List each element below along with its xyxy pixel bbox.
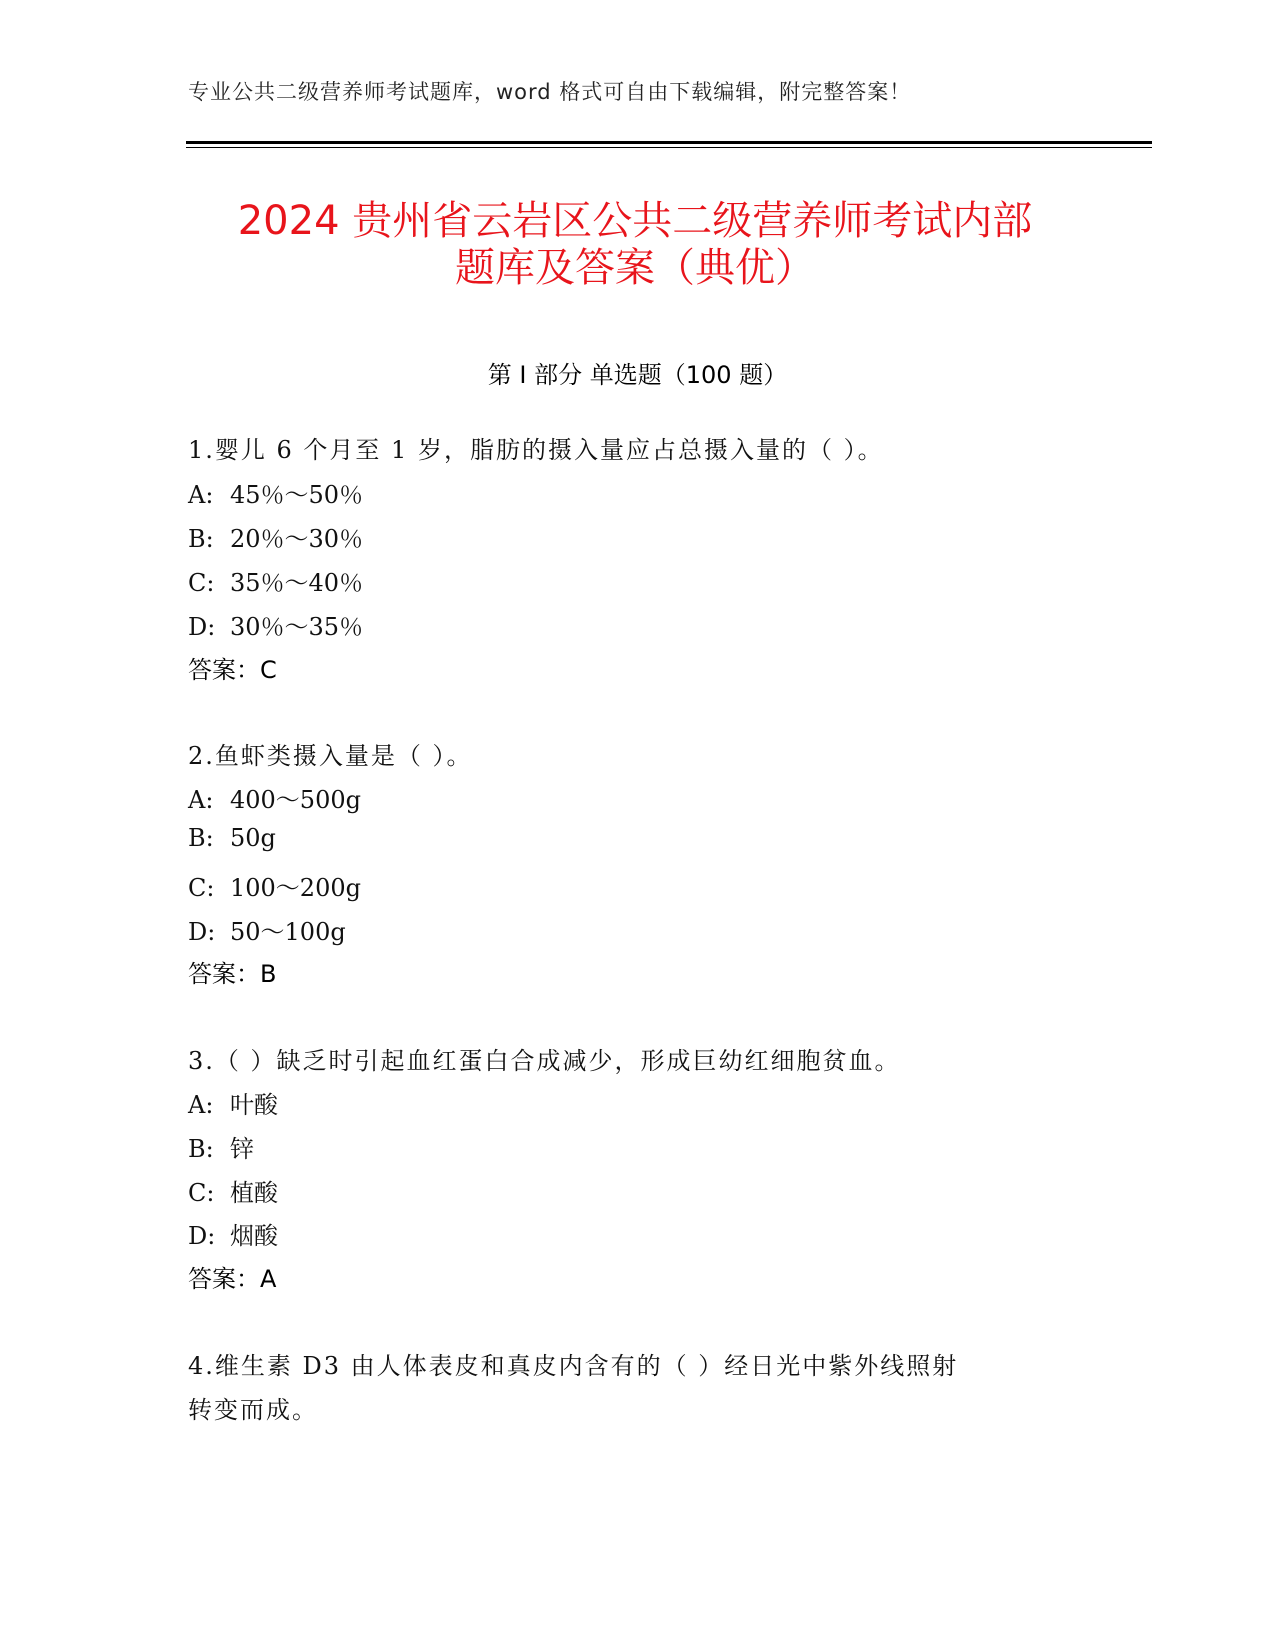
option-label: B: bbox=[188, 525, 214, 553]
question-1-option-c bbox=[188, 563, 363, 598]
option-text: 烟酸 bbox=[230, 1222, 278, 1250]
question-4-stem-line-1: 4.维生素 D3 由人体表皮和真皮内含有的（ ）经日光中紫外线照射 bbox=[188, 1352, 959, 1380]
option-label: C: bbox=[188, 874, 215, 902]
section-heading: 第 I 部分 单选题（100 题） bbox=[487, 361, 788, 389]
question-3-option-d bbox=[188, 1216, 278, 1251]
question-3-option-c bbox=[188, 1173, 278, 1208]
question-1-option-d bbox=[188, 607, 363, 642]
question-2-option-b bbox=[188, 824, 276, 852]
question-3-option-b bbox=[188, 1129, 254, 1164]
question-4-stem-line-2: 转变而成。 bbox=[188, 1396, 318, 1424]
question-1-stem: 1.婴儿 6 个月至 1 岁，脂肪的摄入量应占总摄入量的（ ）。 bbox=[188, 436, 884, 464]
option-label: B: bbox=[188, 1135, 214, 1163]
header-note: 专业公共二级营养师考试题库，word 格式可自由下载编辑，附完整答案！ bbox=[188, 80, 912, 104]
question-1-option-b bbox=[188, 519, 363, 554]
option-label: A: bbox=[188, 481, 214, 509]
header-divider-thin bbox=[186, 147, 1152, 148]
option-label: A: bbox=[188, 1091, 214, 1119]
question-2-stem: 2.鱼虾类摄入量是（ ）。 bbox=[188, 742, 473, 770]
option-text: 35％～40％ bbox=[230, 569, 364, 597]
option-text: 30％～35％ bbox=[230, 613, 364, 641]
document-title bbox=[150, 198, 1120, 292]
question-3-answer: 答案：A bbox=[188, 1265, 277, 1293]
option-text: 植酸 bbox=[230, 1179, 278, 1207]
option-text: 50g bbox=[230, 824, 276, 852]
option-text: 400～500g bbox=[230, 786, 361, 814]
option-text: 锌 bbox=[230, 1135, 254, 1163]
question-3-option-a bbox=[188, 1085, 278, 1120]
option-text: 20％～30％ bbox=[230, 525, 364, 553]
question-2-option-c bbox=[188, 868, 361, 903]
option-text: 50～100g bbox=[230, 918, 346, 946]
option-text: 叶酸 bbox=[230, 1091, 278, 1119]
title-line-2: 题库及答案（典优） bbox=[455, 245, 815, 291]
question-1-answer: 答案：C bbox=[188, 656, 277, 684]
option-label: D: bbox=[188, 1222, 216, 1250]
option-text: 45％～50％ bbox=[230, 481, 364, 509]
question-3-stem: 3.（ ）缺乏时引起血红蛋白合成减少，形成巨幼红细胞贫血。 bbox=[188, 1047, 901, 1075]
question-2-answer: 答案：B bbox=[188, 960, 277, 988]
question-2-option-a bbox=[188, 780, 361, 815]
option-label: B: bbox=[188, 824, 214, 852]
option-text: 100～200g bbox=[230, 874, 361, 902]
question-2-option-d bbox=[188, 912, 346, 947]
option-label: A: bbox=[188, 786, 214, 814]
option-label: D: bbox=[188, 918, 216, 946]
option-label: C: bbox=[188, 1179, 215, 1207]
option-label: C: bbox=[188, 569, 215, 597]
title-line-1: 2024 贵州省云岩区公共二级营养师考试内部 bbox=[237, 198, 1033, 244]
option-label: D: bbox=[188, 613, 216, 641]
question-1-option-a bbox=[188, 475, 363, 510]
header-divider-thick bbox=[186, 141, 1152, 144]
